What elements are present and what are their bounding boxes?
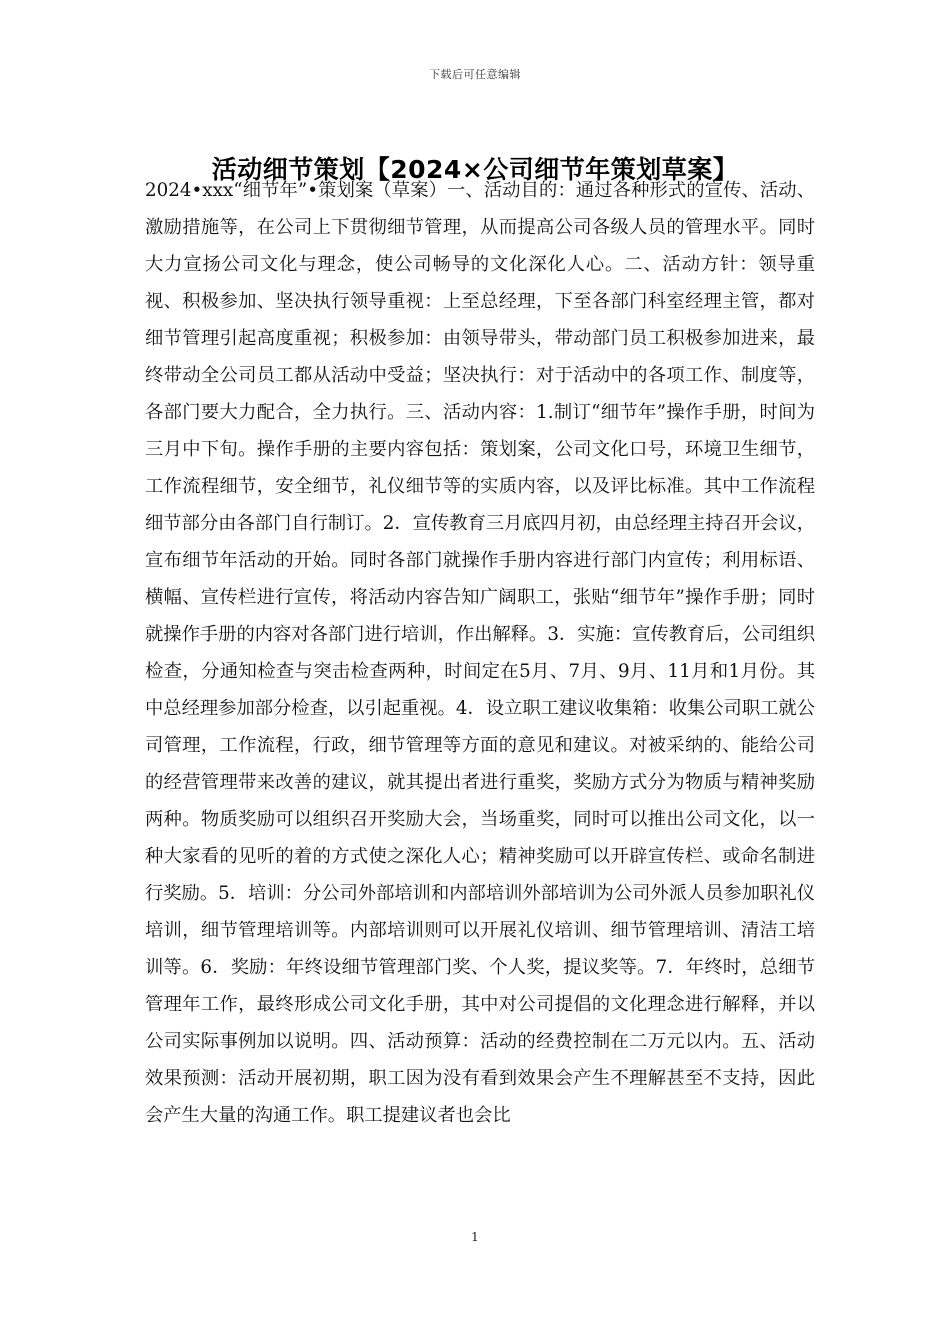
header-note: 下载后可任意编辑	[429, 68, 521, 81]
document-title: 活动细节策划【2024×公司细节年策划草案】	[211, 155, 739, 184]
page-number: 1	[471, 1230, 479, 1244]
document-body: 2024•xxx“细节年”•策划案（草案）一、活动目的：通过各种形式的宣传、活动、激励措施等，在公司上下贯彻细节管理，从而提高公司各级人员的管理水平。同时大力宣扬公司文化与理念，使公司畅导的文化深化人心。二、活动方针：领导重视、积极参加、坚决执行领导重视：上至总经理，下至各部门科室经理主管，都对细节管理引起高度重视；积极参加：由领导带头，带动部门员工积极参加进来，最终带动全公司员工都从活动中受益；坚决执行：对于活动中的各项工作、制度等，各部门要大力配合，全力执行。三、活动内容：1.制订“细节年”操作手册，时间为三月中下旬。操作手册的主要内容包括：策划案，公司文化口号，环境卫生细节，工作流程细节，安全细节，礼仪细节等的实质内容，以及评比标准。其中工作流程细节部分由各部门自行制订。2．宣传教育三月底四月初，由总经理主持召开会议，宣布细节年活动的开始。同时各部门就操作手册内容进行部门内宣传；利用标语、横幅、宣传栏进行宣传，将活动内容告知广阔职工，张贴“细节年”操作手册；同时就操作手册的内容对各部门进行培训，作出解释。3．实施：宣传教育后，公司组织检查，分通知检查与突击检查两种，时间定在5月、7月、9月、11月和1月份。其中总经理参加部分检查，以引起重视。4．设立职工建议收集箱：收集公司职工就公司管理，工作流程，行政，细节管理等方面的意见和建议。对被采纳的、能给公司的经营管理带来改善的建议，就其提出者进行重奖，奖励方式分为物质与精神奖励两种。物质奖励可以组织召开奖励大会，当场重奖，同时可以推出公司文化，以一种大家看的见听的着的方式使之深化人心；精神奖励可以开辟宣传栏、或命名制进行奖励。5．培训：分公司外部培训和内部培训外部培训为公司外派人员参加职礼仪培训，细节管理培训等。内部培训则可以开展礼仪培训、细节管理培训、清洁工培训等。6．奖励：年终设细节管理部门奖、个人奖，提议奖等。7．年终时，总细节管理年工作，最终形成公司文化手册，其中对公司提倡的文化理念进行解释，并以公司实际事例加以说明。四、活动预算：活动的经费控制在二万元以内。五、活动效果预测：活动开展初期，职工因为没有看到效果会产生不理解甚至不支持，因此会产生大量的沟通工作。职工提建议者也会比	[145, 180, 815, 1126]
